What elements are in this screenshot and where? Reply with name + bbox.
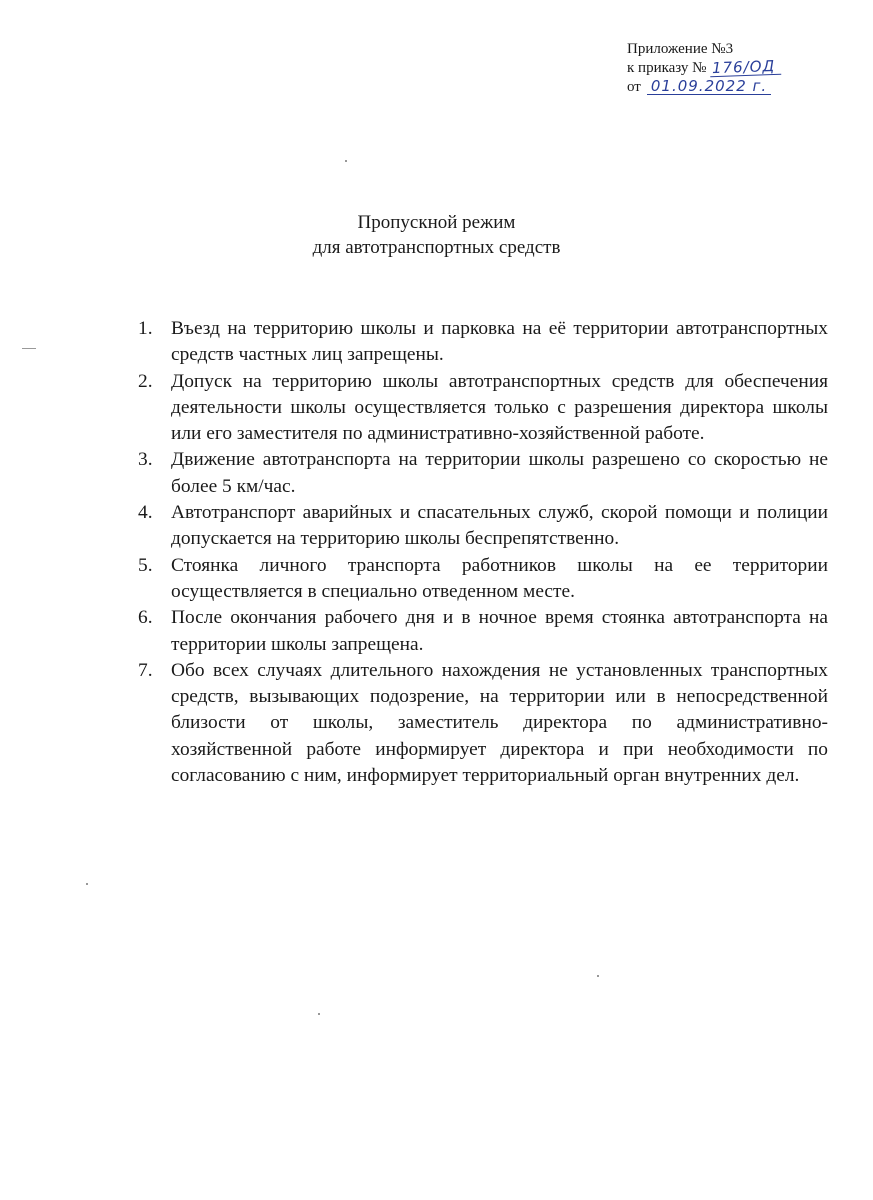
rule-number: 7. bbox=[138, 659, 153, 681]
rule-item bbox=[138, 605, 828, 658]
attachment-note bbox=[627, 40, 782, 97]
rules-list bbox=[138, 316, 828, 789]
rule-text: Обо всех случаях длительного нахождения не установленных транспортных средств, вызывающих подозрение, на территории или в непосредственной близости от школы, заместитель директора по административно-хозяйственной работе информирует директора и при необходимости по согласованию с ним, информирует территориальный орган внутренних дел. bbox=[171, 659, 828, 787]
rule-number: 1. bbox=[138, 318, 153, 339]
document-subtitle: для автотранспортных средств bbox=[312, 237, 561, 258]
rule-text: Движение автотранспорта на территории школы разрешено со скоростью не более 5 км/час. bbox=[171, 449, 828, 497]
rule-text: Стоянка личного транспорта работников школы на ее территории осуществляется в специально отведенном месте. bbox=[171, 554, 828, 602]
scan-speck bbox=[597, 975, 599, 977]
rule-item bbox=[138, 447, 828, 500]
rule-number: 5. bbox=[138, 554, 153, 576]
attachment-date-line bbox=[627, 78, 782, 97]
order-label: к приказу № bbox=[627, 60, 707, 76]
rule-text: Въезд на территорию школы и парковка на её территории автотранспортных средств частных лиц запрещены. bbox=[171, 318, 828, 366]
scan-speck bbox=[86, 883, 88, 885]
rule-item bbox=[138, 500, 828, 553]
rule-number: 4. bbox=[138, 502, 153, 524]
scan-mark bbox=[22, 348, 36, 349]
attachment-order-line bbox=[627, 56, 782, 78]
rule-number: 2. bbox=[138, 370, 153, 392]
document-title: Пропускной режим bbox=[357, 212, 516, 233]
scan-speck bbox=[318, 1013, 320, 1015]
date-label: от bbox=[627, 79, 641, 95]
rule-item bbox=[138, 658, 828, 789]
rule-item bbox=[138, 316, 828, 369]
order-number-handwritten: 176/ОД bbox=[710, 59, 782, 77]
rule-text: После окончания рабочего дня и в ночное время стоянка автотранспорта на территории школы запрещена. bbox=[171, 607, 828, 655]
rule-item bbox=[138, 369, 828, 448]
rule-text: Автотранспорт аварийных и спасательных служб, скорой помощи и полиции допускается на территорию школы беспрепятственно. bbox=[171, 502, 828, 550]
rule-item bbox=[138, 553, 828, 606]
rule-number: 6. bbox=[138, 607, 153, 629]
date-handwritten: 01.09.2022 г. bbox=[647, 79, 771, 95]
attachment-title: Приложение №3 bbox=[627, 41, 734, 57]
rule-text: Допуск на территорию школы автотранспортных средств для обеспечения деятельности школы осуществляется только с разрешения директора школы или его заместителя по административно-хозяйственной работе. bbox=[171, 370, 828, 445]
rule-number: 3. bbox=[138, 449, 153, 471]
scan-speck bbox=[345, 160, 347, 162]
